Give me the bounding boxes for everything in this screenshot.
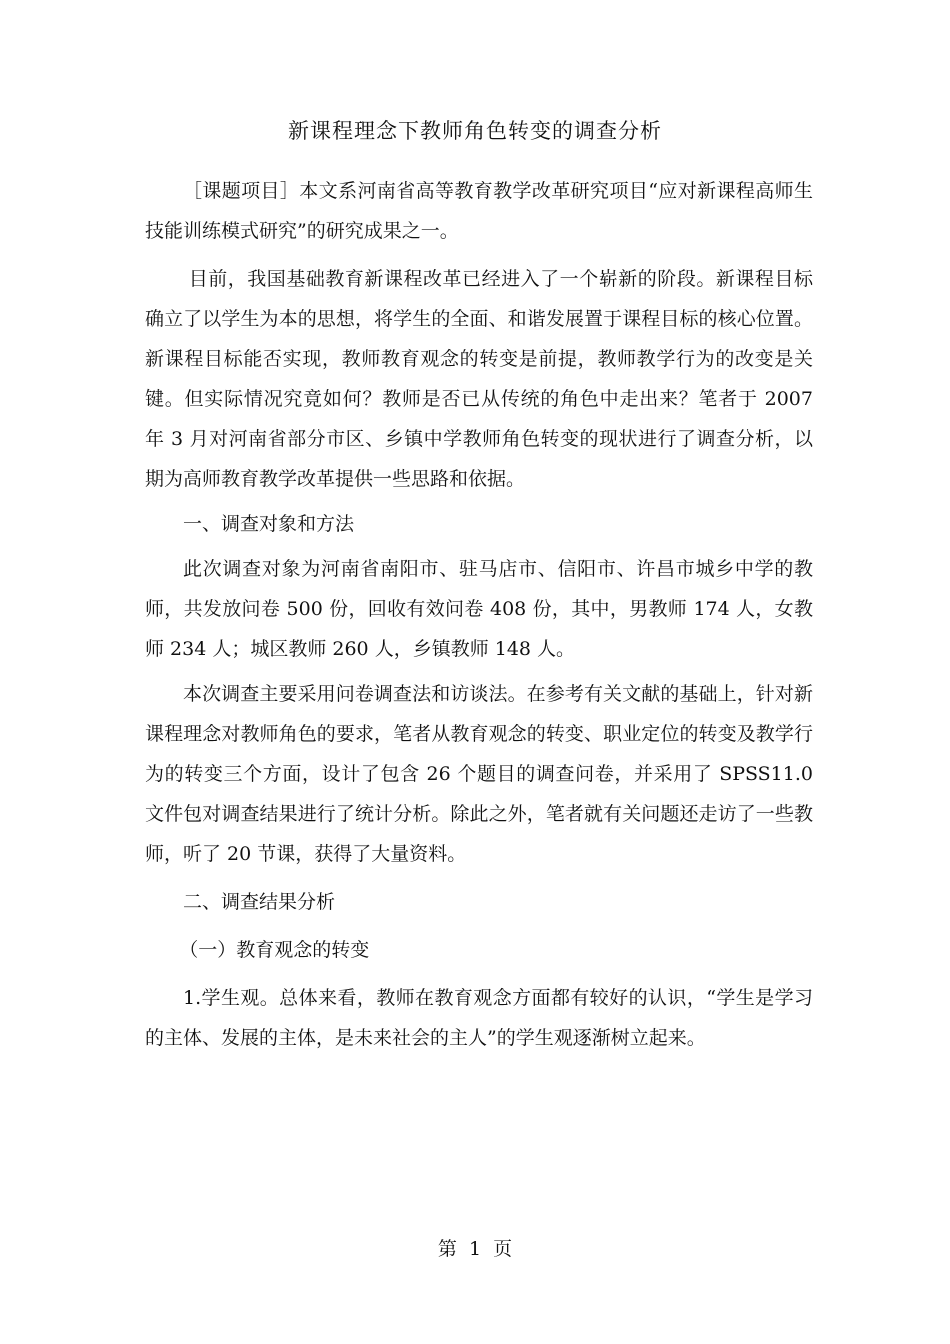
paragraph-introduction: 目前，我国基础教育新课程改革已经进入了一个崭新的阶段。新课程目标确立了以学生为本的思想，将学生的全面、和谐发展置于课程目标的核心位置。新课程目标能否实现，教师教育观念的转变是前提，教师教学行为的改变是关键。但实际情况究竟如何？教师是否已从传统的角色中走出来？笔者于 2007 年 3 月对河南省部分市区、乡镇中学教师角色转变的现状进行了调查分析，以期为高师教育教学改革提供一些思路和依据。 bbox=[145, 268, 813, 490]
section-heading-results: 二、调查结果分析 bbox=[183, 891, 336, 913]
section-heading-survey-method: 一、调查对象和方法 bbox=[183, 513, 355, 535]
subsection-heading-education-concept: （一）教育观念的转变 bbox=[179, 939, 370, 961]
document-body bbox=[145, 171, 813, 1058]
document-title: 新课程理念下教师角色转变的调查分析 bbox=[288, 119, 662, 143]
page-number: 第 1 页 bbox=[437, 1238, 513, 1260]
paragraph-student-view: 1.学生观。总体来看，教师在教育观念方面都有较好的认识，“学生是学习的主体、发展的主体，是未来社会的主人”的学生观逐渐树立起来。 bbox=[145, 987, 813, 1049]
paragraph-survey-subjects: 此次调查对象为河南省南阳市、驻马店市、信阳市、许昌市城乡中学的教师，共发放问卷 500 份，回收有效问卷 408 份，其中，男教师 174 人，女教师 234 人；城区教师 260 人，乡镇教师 148 人。 bbox=[145, 558, 813, 660]
paragraph-project-note: ［课题项目］本文系河南省高等教育教学改革研究项目“应对新课程高师生技能训练模式研究”的研究成果之一。 bbox=[145, 180, 813, 242]
paragraph-survey-method: 本次调查主要采用问卷调查法和访谈法。在参考有关文献的基础上，针对新课程理念对教师角色的要求，笔者从教育观念的转变、职业定位的转变及教学行为的转变三个方面，设计了包含 26 个题目的调查问卷，并采用了 SPSS11.0 文件包对调查结果进行了统计分析。除此之外，笔者就有关问题还走访了一些教师，听了 20 节课，获得了大量资料。 bbox=[145, 683, 813, 865]
